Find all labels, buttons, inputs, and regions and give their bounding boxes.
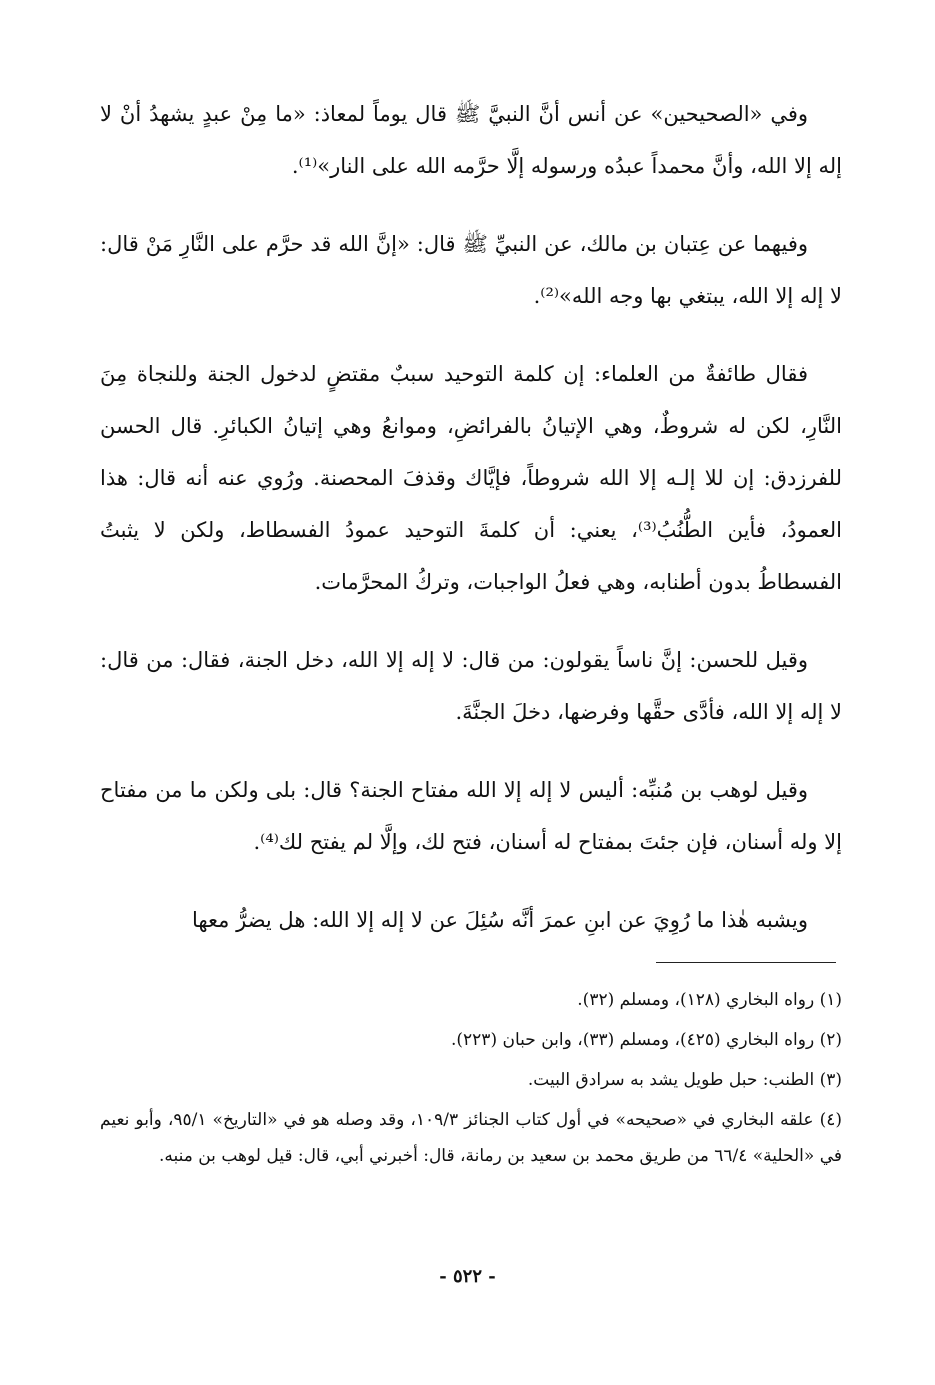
footnote-3: (٣) الطنب: حبل طويل يشد به سرادق البيت. [527, 1070, 842, 1090]
paragraph-1: وفي «الصحيحين» عن أنس أنَّ النبيَّ ﷺ قال يوماً لمعاذ: «ما مِنْ عبدٍ يشهدُ أنْ لا إله إلا الله، وأنَّ محمداً عبدُه ورسوله إلَّا حرَّمه الله على النار»⁽¹⁾. [100, 102, 842, 178]
footnote-4: (٤) علقه البخاري في «صحيحه» في أول كتاب الجنائز ١٠٩/٣، وقد وصله هو في «التاريخ» ٩٥/١، وأبو نعيم في «الحلية» ٦٦/٤ من طريق محمد بن سعيد بن رمانة، قال: أخبرني أبي، قال: قيل لوهب بن منبه. [100, 1110, 843, 1166]
main-text [100, 88, 842, 946]
footnote-1: (١) رواه البخاري (١٢٨)، ومسلم (٣٢). [577, 990, 842, 1010]
footnote-2: (٢) رواه البخاري (٤٢٥)، ومسلم (٣٣)، وابن حبان (٢٢٣). [451, 1030, 842, 1050]
paragraph-2: وفيهما عن عِتبان بن مالك، عن النبيِّ ﷺ قال: «إنَّ الله قد حرَّم على النَّارِ مَنْ قال: لا إله إلا الله، يبتغي بها وجه الله»⁽²⁾. [100, 232, 842, 308]
footnotes [100, 982, 842, 1178]
footnote-divider [656, 962, 836, 963]
paragraph-3: فقال طائفةٌ من العلماء: إن كلمة التوحيد سببٌ مقتضٍ لدخول الجنة وللنجاة مِنَ النَّارِ، لكن له شروطٌ، وهي الإتيانُ بالفرائضِ، وموانعُ وهي إتيانُ الكبائرِ. قال الحسن للفرزدق: إن للا إلـه إلا الله شروطاً، فإيَّاك وقذفَ المحصنة. ورُوي عنه أنه قال: هذا العمودُ، فأين الطُّنُبُ⁽³⁾، يعني: أن كلمةَ التوحيد عمودُ الفسطاط، ولكن لا يثبتُ الفسطاطُ بدون أطنابه، وهي فعلُ الواجبات، وتركُ المحرَّمات. [100, 362, 842, 594]
paragraph-6: ويشبه هٰذا ما رُوِيَ عن ابنِ عمرَ أنَّه سُئِلَ عن لا إله إلا الله: هل يضرُّ معها [191, 908, 808, 932]
paragraph-5: وقيل لوهب بن مُنبِّه: أليس لا إله إلا الله مفتاح الجنة؟ قال: بلى ولكن ما من مفتاح إلا وله أسنان، فإن جئتَ بمفتاح له أسنان، فتح لك، وإلَّا لم يفتح لك⁽⁴⁾. [100, 778, 842, 854]
page-number: - ٥٢٢ - [439, 1266, 496, 1287]
paragraph-4: وقيل للحسن: إنَّ ناساً يقولون: من قال: لا إله إلا الله، دخل الجنة، فقال: من قال: لا إله إلا الله، فأدَّى حقَّها وفرضها، دخلَ الجنَّةَ. [100, 648, 842, 724]
